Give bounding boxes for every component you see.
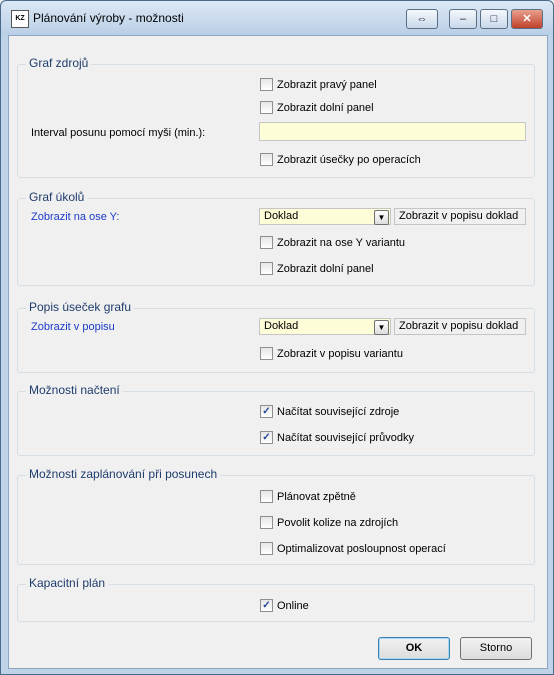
checkbox-label: Zobrazit v popisu variantu <box>277 347 403 360</box>
group-title: Graf úkolů <box>26 190 87 204</box>
checkbox-label: Zobrazit na ose Y variantu <box>277 236 406 249</box>
group-title: Popis úseček grafu <box>26 300 134 314</box>
checkbox-box[interactable] <box>260 516 273 529</box>
checkbox-planovat-zpetne[interactable] <box>260 490 356 503</box>
checkbox-osa-varianta[interactable] <box>260 236 405 249</box>
chevron-down-icon[interactable]: ▼ <box>374 210 389 225</box>
group-title: Graf zdrojů <box>26 56 91 70</box>
interval-label: Interval posunu pomocí myši (min.): <box>31 127 206 139</box>
window-title: Plánování výroby - možnosti <box>33 11 184 25</box>
checkbox-label: Zobrazit dolní panel <box>277 262 374 275</box>
checkbox-label: Zobrazit pravý panel <box>277 78 377 91</box>
back-icon[interactable]: ⇔ <box>406 9 438 29</box>
checkbox-box[interactable] <box>260 236 273 249</box>
chevron-down-icon[interactable]: ▼ <box>374 320 389 335</box>
checkbox-box[interactable] <box>260 262 273 275</box>
dialog-client-area <box>8 35 548 669</box>
checkbox-ukoly-dolni-panel[interactable] <box>260 262 374 275</box>
checkbox-label: Zobrazit dolní panel <box>277 101 374 114</box>
checkbox-label: Povolit kolize na zdrojích <box>277 516 399 529</box>
checkbox-box-checked[interactable]: ✓ <box>260 405 273 418</box>
checkbox-label: Optimalizovat posloupnost operací <box>277 542 446 555</box>
checkbox-box-checked[interactable]: ✓ <box>260 431 273 444</box>
checkbox-pravy-panel[interactable] <box>260 78 377 91</box>
checkbox-popis-varianta[interactable] <box>260 347 403 360</box>
checkbox-box[interactable] <box>260 347 273 360</box>
checkbox-box[interactable] <box>260 101 273 114</box>
group-zaplanovani <box>17 467 535 565</box>
group-moznosti-nacteni <box>17 383 535 456</box>
ok-button[interactable]: OK <box>378 637 450 660</box>
interval-input[interactable] <box>259 122 526 141</box>
checkbox-optimalizovat[interactable] <box>260 542 446 555</box>
checkbox-label: Načítat související průvodky <box>277 431 414 444</box>
minimize-button[interactable]: – <box>449 9 477 29</box>
close-button[interactable]: ✕ <box>511 9 543 29</box>
group-kapacitni-plan <box>17 576 535 622</box>
select-value: Doklad <box>264 210 299 222</box>
title-bar <box>1 1 553 35</box>
group-graf-ukolu <box>17 190 535 286</box>
group-title: Kapacitní plán <box>26 576 108 590</box>
osa-y-label: Zobrazit na ose Y: <box>31 211 120 223</box>
checkbox-povolit-kolize[interactable] <box>260 516 398 529</box>
maximize-button[interactable]: □ <box>480 9 508 29</box>
checkbox-dolni-panel[interactable] <box>260 101 374 114</box>
checkbox-nacitat-pruvodky[interactable] <box>260 431 414 444</box>
storno-button[interactable]: Storno <box>460 637 532 660</box>
group-popis-usecek <box>17 300 535 373</box>
checkbox-label: Načítat související zdroje <box>277 405 400 418</box>
group-title: Možnosti načtení <box>26 383 123 397</box>
select-value: Doklad <box>264 320 299 332</box>
checkbox-box[interactable] <box>260 490 273 503</box>
popis-select[interactable] <box>259 318 391 335</box>
osa-y-select[interactable] <box>259 208 391 225</box>
group-graf-zdroju <box>17 56 535 178</box>
checkbox-box[interactable] <box>260 153 273 166</box>
app-icon: KZ <box>11 10 29 28</box>
checkbox-label: Online <box>277 599 309 612</box>
checkbox-nacitat-zdroje[interactable] <box>260 405 399 418</box>
group-title: Možnosti zaplánování při posunech <box>26 467 220 481</box>
osa-y-readonly: Zobrazit v popisu doklad <box>394 208 526 225</box>
checkbox-usecky[interactable] <box>260 153 421 166</box>
popis-readonly: Zobrazit v popisu doklad <box>394 318 526 335</box>
checkbox-label: Zobrazit úsečky po operacích <box>277 153 421 166</box>
checkbox-box[interactable] <box>260 78 273 91</box>
checkbox-label: Plánovat zpětně <box>277 490 356 503</box>
popis-label: Zobrazit v popisu <box>31 321 115 333</box>
checkbox-box[interactable] <box>260 542 273 555</box>
checkbox-online[interactable] <box>260 599 309 612</box>
checkbox-box-checked[interactable]: ✓ <box>260 599 273 612</box>
